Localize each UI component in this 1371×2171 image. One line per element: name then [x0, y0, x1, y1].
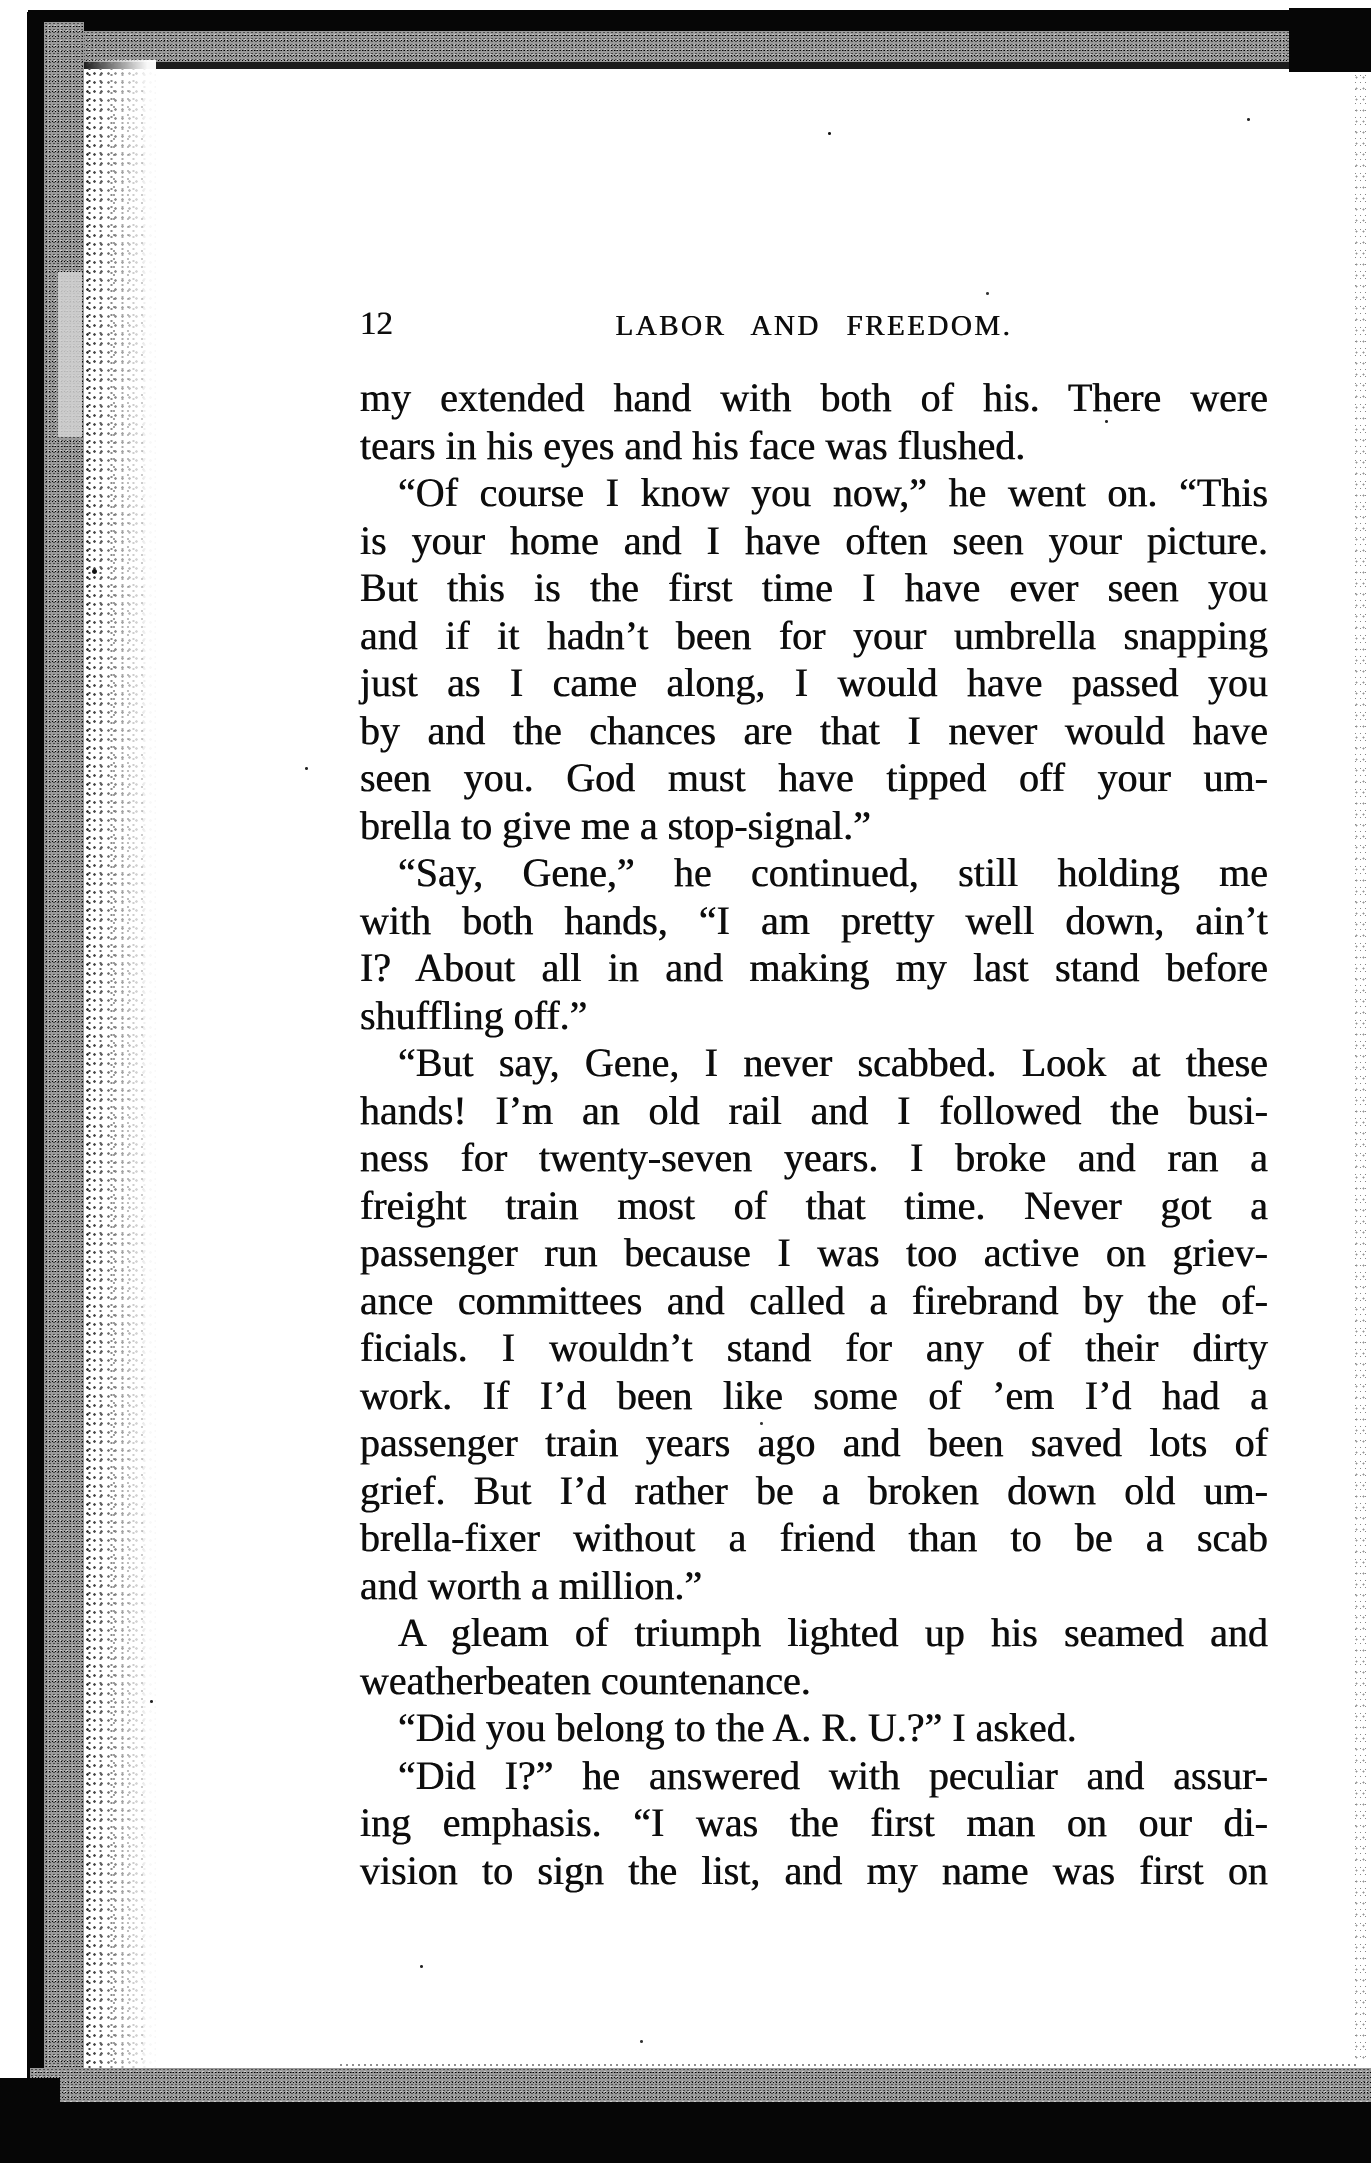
text-line: by and the chances are that I never would have	[360, 707, 1268, 753]
page-number: 12	[360, 306, 393, 342]
text-line: vision to sign the list, and my name was first on	[360, 1847, 1268, 1893]
scan-frame-bottom	[24, 2102, 1371, 2163]
scan-frame-right-speckle	[1353, 72, 1366, 2062]
text-line: is your home and I have often seen your picture.	[360, 517, 1268, 563]
text-line: brella to give me a stop-signal.”	[360, 802, 871, 848]
scan-frame-left	[27, 12, 44, 2160]
page-curl-shadow-line	[127, 90, 129, 2065]
scan-gutter-highlight	[58, 272, 82, 437]
text-line: weatherbeaten countenance.	[360, 1657, 811, 1703]
text-line: passenger train years ago and been saved lots of	[360, 1420, 1268, 1465]
text-line: ance committees and called a firebrand by the of-	[360, 1277, 1268, 1323]
page-header	[360, 306, 1268, 350]
page-bottom-edge-shadow	[340, 2064, 1360, 2066]
text-line: tears in his eyes and his face was flushed.	[360, 422, 1026, 468]
scan-frame-left-speckle	[84, 60, 156, 2070]
scan-noise-specks	[0, 0, 3, 3]
text-line: “Did I?” he answered with peculiar and assur-	[398, 1752, 1268, 1798]
text-line: “Say, Gene,” he continued, still holding me	[398, 850, 1268, 895]
text-line: ness for twenty-seven years. I broke and ran a	[360, 1135, 1268, 1180]
text-line: I? About all in and making my last stand before	[360, 945, 1268, 990]
text-line: “Did you belong to the A. R. U.?” I asked.	[398, 1705, 1077, 1750]
scan-frame-top-right-corner	[1289, 8, 1371, 72]
text-line: just as I came along, I would have passed you	[360, 660, 1268, 705]
body-text	[360, 374, 1268, 1894]
text-line: and worth a million.”	[360, 1562, 703, 1608]
text-line: ing emphasis. “I was the first man on our di-	[360, 1800, 1268, 1845]
page-curl-shadow-line	[141, 90, 143, 2065]
text-line: hands! I’m an old rail and I followed the busi-	[360, 1087, 1268, 1133]
text-line: ficials. I wouldn’t stand for any of their dirty	[360, 1325, 1268, 1370]
scan-frame-bottom-left-corner	[0, 2078, 60, 2163]
text-line: grief. But I’d rather be a broken down old um-	[360, 1467, 1268, 1513]
text-line: my extended hand with both of his. There were	[360, 375, 1268, 420]
text-line: seen you. God must have tipped off your um-	[360, 755, 1268, 800]
scan-frame-bottom-texture	[30, 2068, 1371, 2102]
text-line: with both hands, “I am pretty well down, ain’t	[360, 897, 1268, 943]
page-curl-shadow-line	[113, 90, 115, 2065]
text-line: and if it hadn’t been for your umbrella snapping	[360, 612, 1268, 658]
scan-frame-top-rule	[55, 62, 1371, 69]
text-line: freight train most of that time. Never got a	[360, 1182, 1268, 1228]
text-line: But this is the first time I have ever seen you	[360, 565, 1268, 610]
text-line: “Of course I know you now,” he went on. “This	[398, 470, 1268, 515]
scan-frame-top	[28, 10, 1371, 32]
text-line: A gleam of triumph lighted up his seamed and	[398, 1610, 1268, 1655]
text-line: passenger run because I was too active on griev-	[360, 1230, 1268, 1275]
text-line: “But say, Gene, I never scabbed. Look at these	[398, 1040, 1268, 1085]
text-line: shuffling off.”	[360, 992, 588, 1038]
scan-frame-top-texture	[30, 31, 1371, 62]
text-line: work. If I’d been like some of ’em I’d had a	[360, 1372, 1268, 1418]
text-line: brella-fixer without a friend than to be a scab	[360, 1515, 1268, 1560]
running-title: LABOR AND FREEDOM.	[615, 310, 1013, 342]
